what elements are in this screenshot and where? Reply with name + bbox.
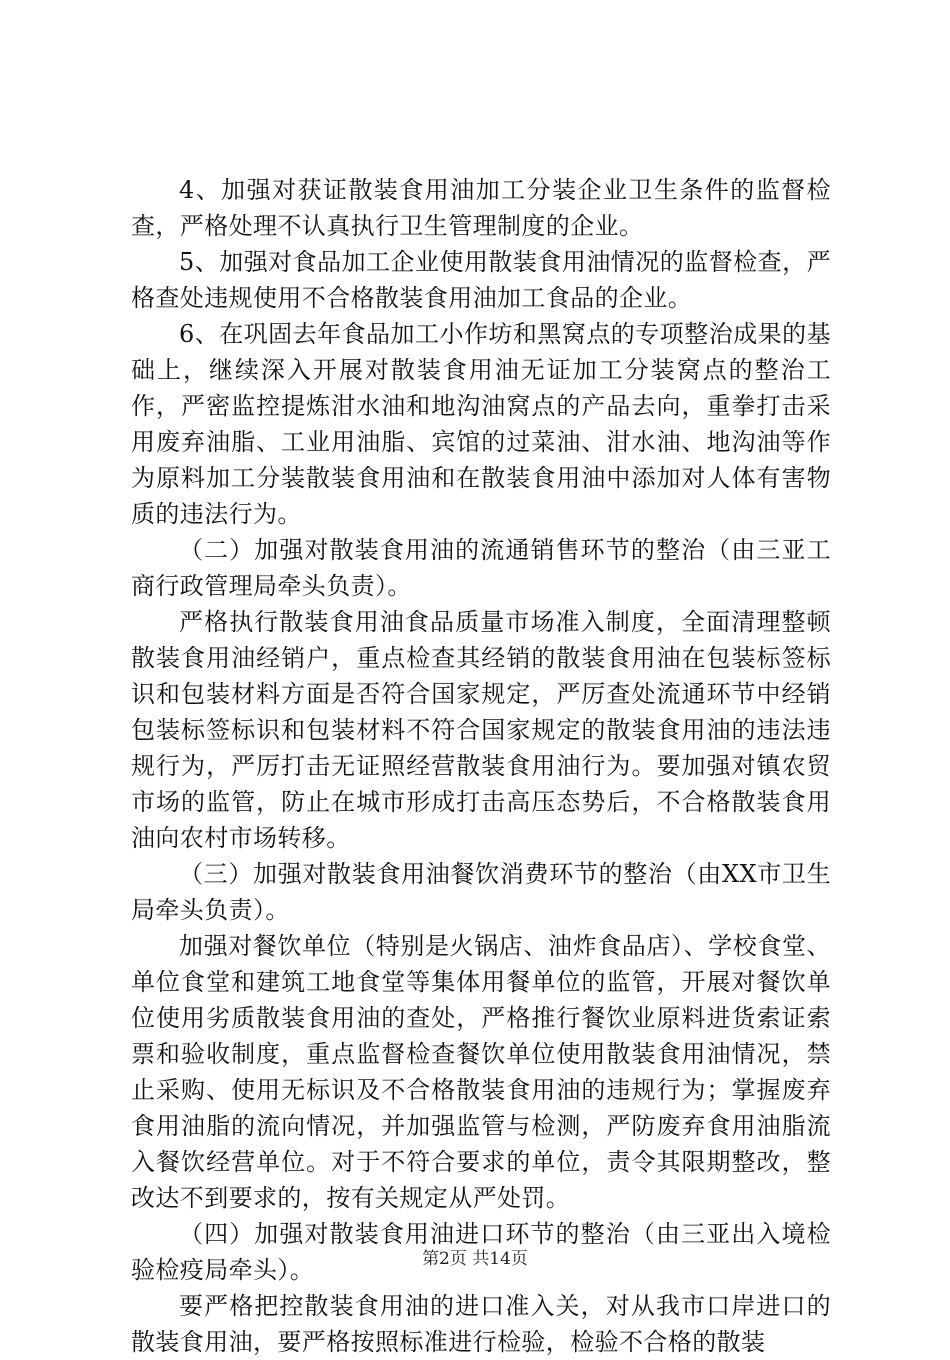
section-heading-4: （四）加强对散装食用油进口环节的整治（由三亚出入境检验检疫局牵头）。	[131, 1220, 831, 1284]
paragraph-item-4: 4、加强对获证散装食用油加工分装企业卫生条件的监督检查，严格处理不认真执行卫生管理制度的企业。	[131, 176, 831, 240]
paragraph-item-5: 5、加强对食品加工企业使用散装食用油情况的监督检查，严格查处违规使用不合格散装食用油加工食品的企业。	[131, 248, 831, 312]
paragraph-item-6: 6、在巩固去年食品加工小作坊和黑窝点的专项整治成果的基础上，继续深入开展对散装食用油无证加工分装窝点的整治工作，严密监控提炼泔水油和地沟油窝点的产品去向，重拳打击采用废弃油脂、工业用油脂、宾馆的过菜油、泔水油、地沟油等作为原料加工分装散装食用油和在散装食用油中添加对人体有害物质的违法行为。	[131, 320, 831, 528]
section-heading-2: （二）加强对散装食用油的流通销售环节的整治（由三亚工商行政管理局牵头负责）。	[131, 536, 831, 600]
page-number-footer: 第2页 共14页	[422, 1249, 528, 1269]
paragraph-import: 要严格把控散装食用油的进口准入关，对从我市口岸进口的散装食用油，要严格按照标准进行检验，检验不合格的散装	[131, 1292, 831, 1356]
document-body	[131, 172, 831, 1360]
paragraph-catering: 加强对餐饮单位（特别是火锅店、油炸食品店）、学校食堂、单位食堂和建筑工地食堂等集体用餐单位的监管，开展对餐饮单位使用劣质散装食用油的查处，严格推行餐饮业原料进货索证索票和验收制度，重点监督检查餐饮单位使用散装食用油情况，禁止采购、使用无标识及不合格散装食用油的违规行为；掌握废弃食用油脂的流向情况，并加强监管与检测，严防废弃食用油脂流入餐饮经营单位。对于不符合要求的单位，责令其限期整改，整改达不到要求的，按有关规定从严处罚。	[131, 932, 831, 1212]
section-heading-3: （三）加强对散装食用油餐饮消费环节的整治（由XX市卫生局牵头负责）。	[131, 860, 831, 924]
paragraph-circulation: 严格执行散装食用油食品质量市场准入制度，全面清理整顿散装食用油经销户，重点检查其经销的散装食用油在包装标签标识和包装材料方面是否符合国家规定，严厉查处流通环节中经销包装标签标识和包装材料不符合国家规定的散装食用油的违法违规行为，严厉打击无证照经营散装食用油行为。要加强对镇农贸市场的监管，防止在城市形成打击高压态势后，不合格散装食用油向农村市场转移。	[131, 608, 831, 852]
